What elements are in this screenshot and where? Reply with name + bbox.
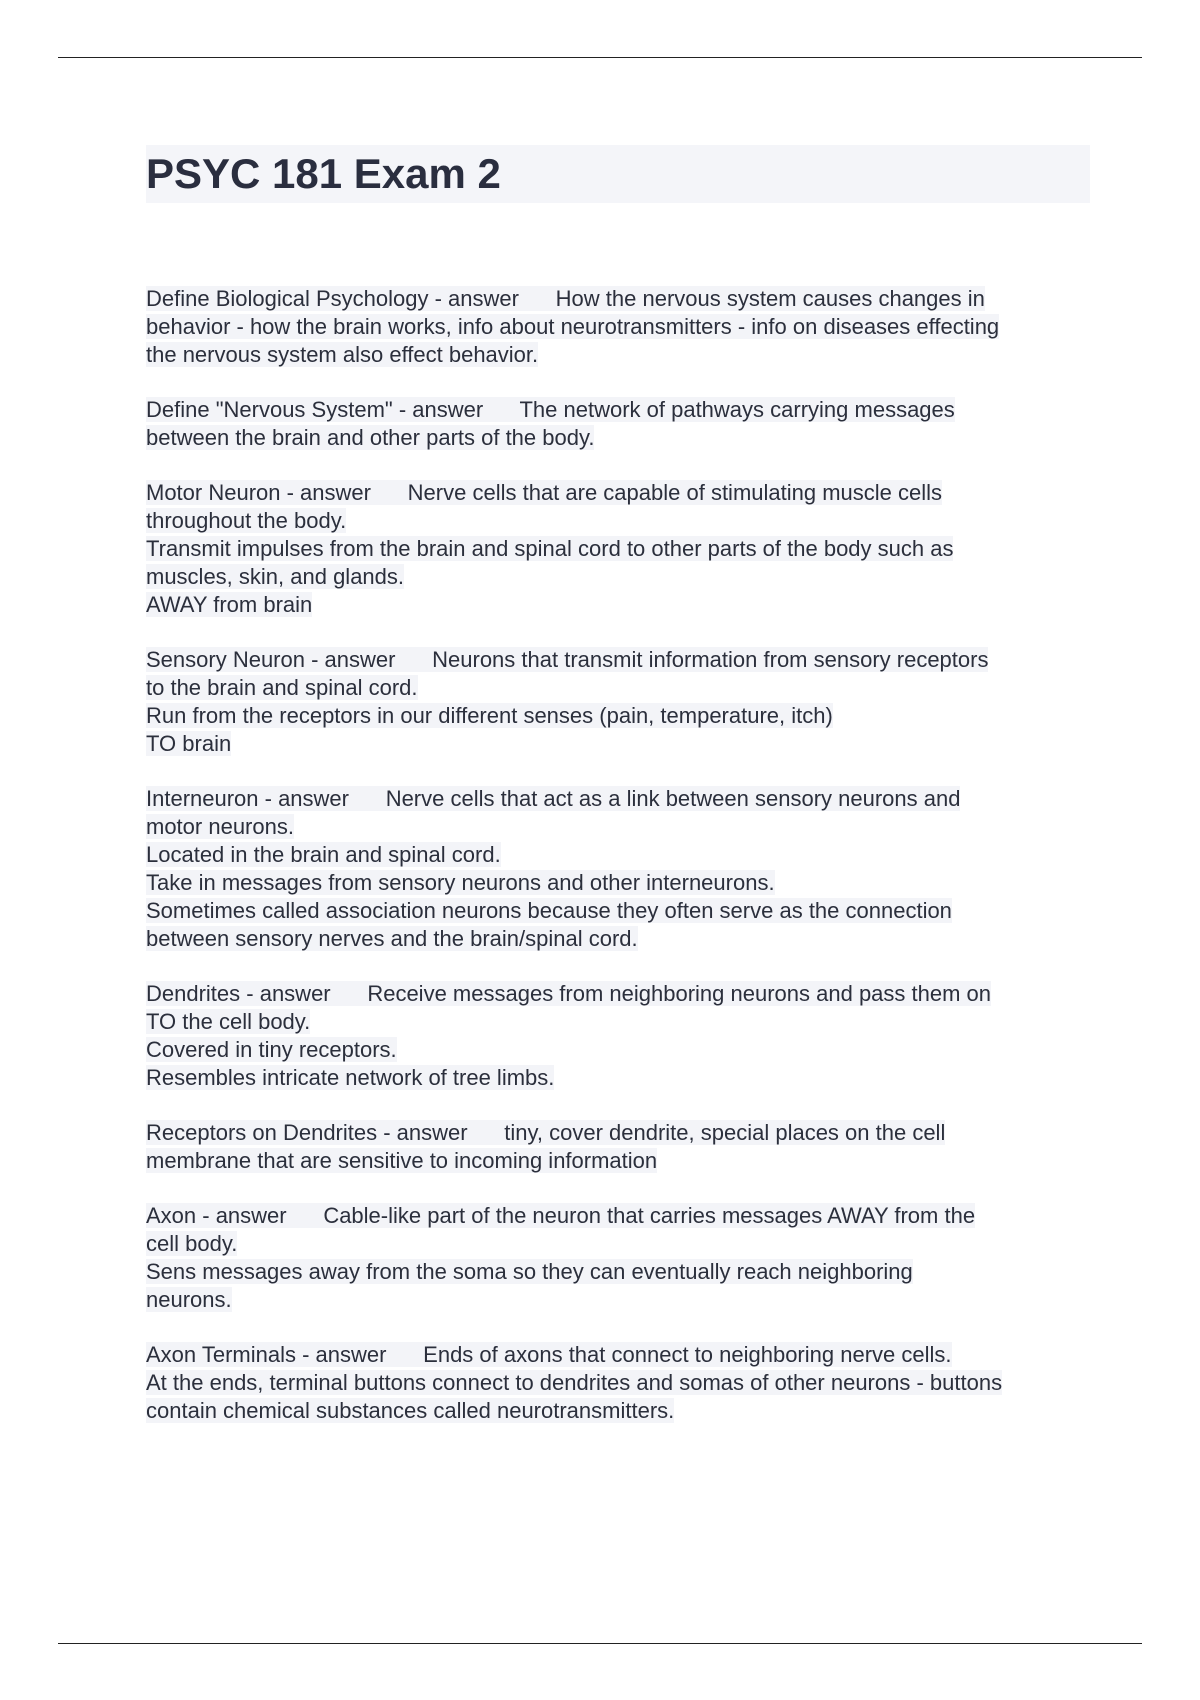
- line-highlight: [146, 536, 953, 561]
- line-highlight: [146, 1231, 237, 1256]
- flashcard-entry: [146, 1202, 1090, 1314]
- flashcard-answer-line: [146, 1036, 1090, 1064]
- line-highlight: [146, 842, 501, 867]
- flashcard-term: Dendrites - answer: [146, 981, 331, 1006]
- flashcard-first-line: [146, 1341, 1090, 1369]
- flashcard-answer-text: TO brain: [146, 731, 232, 756]
- top-rule: [58, 57, 1142, 58]
- line-highlight: [146, 1287, 232, 1312]
- flashcard-answer-text: membrane that are sensitive to incoming information: [146, 1148, 658, 1173]
- flashcard-term: Receptors on Dendrites - answer: [146, 1120, 468, 1145]
- flashcard-answer-text: AWAY from brain: [146, 592, 313, 617]
- line-highlight: [146, 1037, 397, 1062]
- flashcard-answer-text: Sometimes called association neurons because they often serve as the connection: [146, 898, 952, 923]
- term-answer-separator: [349, 786, 386, 811]
- flashcard-answer-line: [146, 563, 1090, 591]
- line-highlight: [146, 1398, 674, 1423]
- flashcard-answer-line: [146, 1286, 1090, 1314]
- flashcard-answer-text: contain chemical substances called neurotransmitters.: [146, 1398, 675, 1423]
- term-answer-separator: [519, 286, 556, 311]
- line-highlight: [146, 508, 346, 533]
- flashcard-answer-text: throughout the body.: [146, 508, 347, 533]
- flashcard-answer-text: Sens messages away from the soma so they can eventually reach neighboring: [146, 1259, 913, 1284]
- flashcard-entry: [146, 396, 1090, 452]
- term-answer-separator: [468, 1120, 505, 1145]
- title-bar: [146, 145, 1090, 203]
- flashcard-entry: [146, 285, 1090, 369]
- flashcard-entry: [146, 1119, 1090, 1175]
- line-highlight: [146, 592, 312, 617]
- flashcard-answer-text: behavior - how the brain works, info about neurotransmitters - info on diseases effecting: [146, 314, 1000, 339]
- bottom-rule: [58, 1643, 1142, 1644]
- line-highlight: [146, 425, 594, 450]
- flashcard-answer-line: [146, 1258, 1090, 1286]
- flashcard-term: Axon Terminals - answer: [146, 1342, 387, 1367]
- flashcard-answer-text: the nervous system also effect behavior.: [146, 342, 539, 367]
- flashcard-answer-text: At the ends, terminal buttons connect to dendrites and somas of other neurons - buttons: [146, 1370, 1003, 1395]
- flashcard-answer-line: [146, 1397, 1090, 1425]
- flashcard-answer-text: Resembles intricate network of tree limbs.: [146, 1065, 555, 1090]
- flashcard-term: Sensory Neuron - answer: [146, 647, 396, 672]
- flashcard-first-line: [146, 1119, 1090, 1147]
- flashcard-entry: [146, 980, 1090, 1092]
- flashcard-term: Interneuron - answer: [146, 786, 349, 811]
- flashcard-entry: [146, 646, 1090, 758]
- flashcard-answer-text: between sensory nerves and the brain/spinal cord.: [146, 926, 638, 951]
- flashcard-entry: [146, 785, 1090, 953]
- flashcard-first-line: [146, 646, 1090, 674]
- flashcard-answer-text: muscles, skin, and glands.: [146, 564, 405, 589]
- flashcard-answer-text: Nerve cells that are capable of stimulating muscle cells: [407, 480, 943, 505]
- line-highlight: [146, 1065, 554, 1090]
- flashcard-answer-line: [146, 424, 1090, 452]
- line-highlight: [146, 1120, 945, 1145]
- flashcard-answer-text: cell body.: [146, 1231, 238, 1256]
- line-highlight: [146, 647, 988, 672]
- flashcard-answer-text: Ends of axons that connect to neighboring nerve cells.: [423, 1342, 952, 1367]
- line-highlight: [146, 397, 955, 422]
- line-highlight: [146, 786, 960, 811]
- flashcard-answer-text: between the brain and other parts of the body.: [146, 425, 595, 450]
- line-highlight: [146, 981, 991, 1006]
- flashcard-answer-text: Receive messages from neighboring neurons and pass them on: [367, 981, 992, 1006]
- line-highlight: [146, 898, 952, 923]
- line-highlight: [146, 1370, 1002, 1395]
- flashcard-answer-line: [146, 674, 1090, 702]
- flashcard-first-line: [146, 785, 1090, 813]
- line-highlight: [146, 926, 638, 951]
- flashcard-answer-line: [146, 313, 1090, 341]
- flashcard-answer-line: [146, 1008, 1090, 1036]
- line-highlight: [146, 731, 231, 756]
- flashcard-answer-text: Run from the receptors in our different senses (pain, temperature, itch): [146, 703, 833, 728]
- flashcard-first-line: [146, 285, 1090, 313]
- flashcard-answer-line: [146, 535, 1090, 563]
- flashcard-answer-text: neurons.: [146, 1287, 232, 1312]
- flashcard-answer-text: How the nervous system causes changes in: [555, 286, 985, 311]
- term-answer-separator: [395, 647, 432, 672]
- term-answer-separator: [386, 1342, 423, 1367]
- line-highlight: [146, 1342, 952, 1367]
- flashcard-answer-line: [146, 1064, 1090, 1092]
- flashcard-term: Define Biological Psychology - answer: [146, 286, 519, 311]
- line-highlight: [146, 675, 418, 700]
- term-answer-separator: [331, 981, 368, 1006]
- flashcard-answer-text: The network of pathways carrying messages: [519, 397, 955, 422]
- flashcard-answer-line: [146, 813, 1090, 841]
- flashcard-term: Motor Neuron - answer: [146, 480, 371, 505]
- flashcard-term: Define "Nervous System" - answer: [146, 397, 484, 422]
- flashcard-term: Axon - answer: [146, 1203, 287, 1228]
- line-highlight: [146, 1259, 913, 1284]
- flashcard-answer-text: Covered in tiny receptors.: [146, 1037, 397, 1062]
- flashcard-answer-text: Cable-like part of the neuron that carries messages AWAY from the: [323, 1203, 976, 1228]
- page-title: PSYC 181 Exam 2: [146, 150, 501, 197]
- flashcard-answer-line: [146, 869, 1090, 897]
- line-highlight: [146, 342, 538, 367]
- flashcard-answer-text: TO the cell body.: [146, 1009, 311, 1034]
- flashcard-answer-text: motor neurons.: [146, 814, 294, 839]
- flashcard-answer-text: Nerve cells that act as a link between sensory neurons and: [385, 786, 961, 811]
- term-answer-separator: [371, 480, 408, 505]
- flashcard-entry: [146, 479, 1090, 619]
- flashcard-answer-line: [146, 841, 1090, 869]
- line-highlight: [146, 286, 985, 311]
- flashcard-first-line: [146, 396, 1090, 424]
- flashcard-answer-line: [146, 507, 1090, 535]
- flashcard-answer-line: [146, 730, 1090, 758]
- flashcard-answer-text: tiny, cover dendrite, special places on the cell: [504, 1120, 946, 1145]
- line-highlight: [146, 1203, 975, 1228]
- line-highlight: [146, 1009, 310, 1034]
- flashcard-answer-text: Located in the brain and spinal cord.: [146, 842, 501, 867]
- flashcard-answer-line: [146, 591, 1090, 619]
- flashcard-first-line: [146, 479, 1090, 507]
- line-highlight: [146, 314, 999, 339]
- line-highlight: [146, 564, 404, 589]
- flashcard-answer-line: [146, 925, 1090, 953]
- term-answer-separator: [287, 1203, 324, 1228]
- flashcard-answer-line: [146, 1147, 1090, 1175]
- line-highlight: [146, 480, 942, 505]
- flashcard-answer-line: [146, 341, 1090, 369]
- flashcard-answer-text: Neurons that transmit information from sensory receptors: [432, 647, 989, 672]
- flashcard-answer-line: [146, 1230, 1090, 1258]
- flashcard-first-line: [146, 980, 1090, 1008]
- flashcard-answer-text: Transmit impulses from the brain and spinal cord to other parts of the body such as: [146, 536, 954, 561]
- flashcard-answer-line: [146, 1369, 1090, 1397]
- flashcard-first-line: [146, 1202, 1090, 1230]
- flashcard-answer-line: [146, 702, 1090, 730]
- line-highlight: [146, 814, 294, 839]
- flashcard-list: [146, 285, 1090, 1425]
- flashcard-entry: [146, 1341, 1090, 1425]
- term-answer-separator: [483, 397, 519, 422]
- line-highlight: [146, 703, 833, 728]
- flashcard-answer-text: Take in messages from sensory neurons and other interneurons.: [146, 870, 775, 895]
- document-content: [146, 145, 1090, 1452]
- line-highlight: [146, 1148, 657, 1173]
- flashcard-answer-text: to the brain and spinal cord.: [146, 675, 418, 700]
- line-highlight: [146, 870, 775, 895]
- flashcard-answer-line: [146, 897, 1090, 925]
